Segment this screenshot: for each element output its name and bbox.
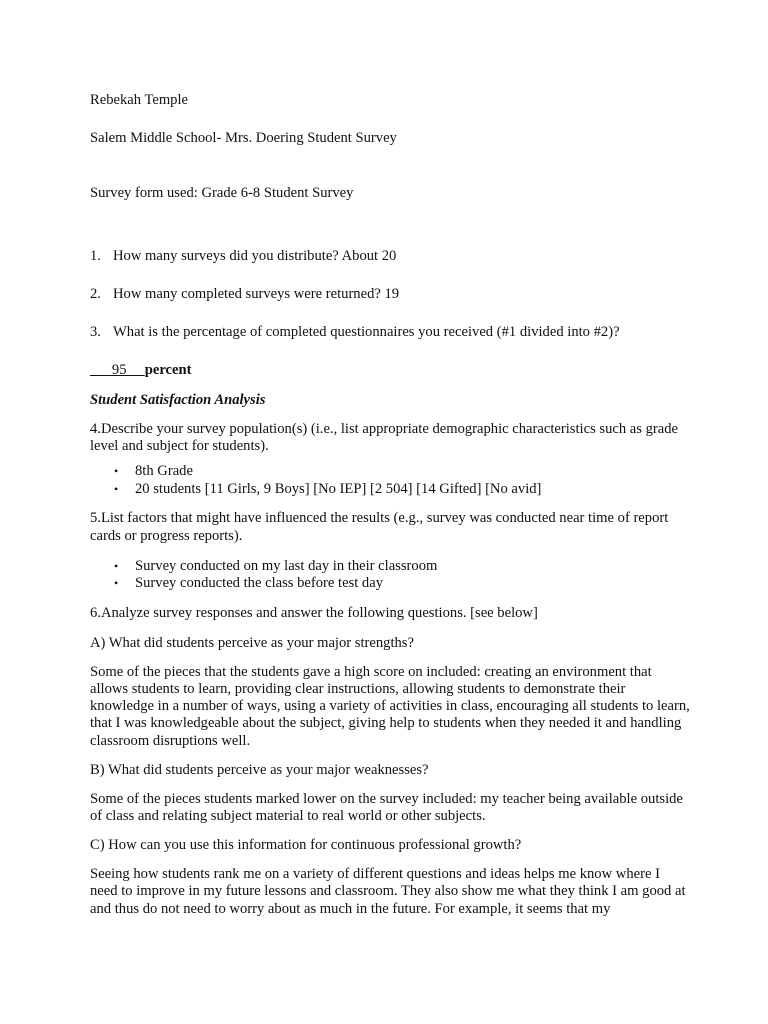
question-6: 6.Analyze survey responses and answer the following questions. [see below] xyxy=(90,604,538,621)
bullet-icon: • xyxy=(114,481,119,496)
question-number: 2. xyxy=(90,286,101,302)
percentage-value: 95 xyxy=(111,362,127,378)
question-2 xyxy=(90,286,690,303)
question-number: 1. xyxy=(90,248,101,264)
question-1 xyxy=(90,248,690,265)
question-4: 4.Describe your survey population(s) (i.e., list appropriate demographic characteristics such as grade level and subject for students). xyxy=(90,421,679,455)
answer-b: Some of the pieces students marked lower on the survey included: my teacher being available outside of class and relating subject material to real world or other subjects. xyxy=(90,790,683,825)
question-text: How many surveys did you distribute? About 20 xyxy=(113,248,397,264)
percentage-blank xyxy=(90,362,145,379)
question-5: 5.List factors that might have influenced the results (e.g., survey was conducted near time of report cards or progress reports). xyxy=(90,510,669,544)
document-page xyxy=(90,92,690,918)
school-survey-title: Salem Middle School- Mrs. Doering Student Survey xyxy=(90,130,397,146)
analysis-heading: Student Satisfaction Analysis xyxy=(90,392,266,408)
list-item: • 20 students [11 Girls, 9 Boys] [No IEP] [2 504] [14 Gifted] [No avid] xyxy=(114,480,542,497)
answer-a: Some of the pieces that the students gave a high score on included: creating an environment that allows students to learn, providing clear instructions, allowing students to demonstrate their knowledge in a number of ways, using a variety of activities in class, encouraging all students to learn, that I was knowledgeable about the subject, giving help to students when they needed it and handling classroom disruptions well. xyxy=(90,663,690,749)
question-3 xyxy=(90,324,690,341)
list-item: • 8th Grade xyxy=(114,463,193,480)
question-number: 3. xyxy=(90,324,101,340)
question-text: What is the percentage of completed questionnaires you received (#1 divided into #2)? xyxy=(113,324,620,340)
answer-c: Seeing how students rank me on a variety of different questions and ideas helps me know where I need to improve in my future lessons and classroom. They also show me what they think I am good at and thus do not need to worry about as much in the future. For example, it seems that my xyxy=(90,866,686,917)
survey-form-line: Survey form used: Grade 6-8 Student Survey xyxy=(90,185,354,201)
question-c: C) How can you use this information for continuous professional growth? xyxy=(90,837,522,854)
percentage-answer xyxy=(90,362,690,379)
author-name: Rebekah Temple xyxy=(90,92,188,108)
list-item: • Survey conducted on my last day in their classroom xyxy=(114,557,438,574)
percentage-label: percent xyxy=(144,362,192,378)
bullet-icon: • xyxy=(114,558,119,573)
question-b: B) What did students perceive as your major weaknesses? xyxy=(90,761,429,778)
population-list xyxy=(90,463,690,498)
question-a: A) What did students perceive as your major strengths? xyxy=(90,634,414,651)
bullet-icon: • xyxy=(114,576,119,591)
bullet-icon: • xyxy=(114,464,119,479)
list-item: • Survey conducted the class before test day xyxy=(114,575,384,592)
factors-list xyxy=(90,558,690,593)
question-text: How many completed surveys were returned? 19 xyxy=(113,286,400,302)
